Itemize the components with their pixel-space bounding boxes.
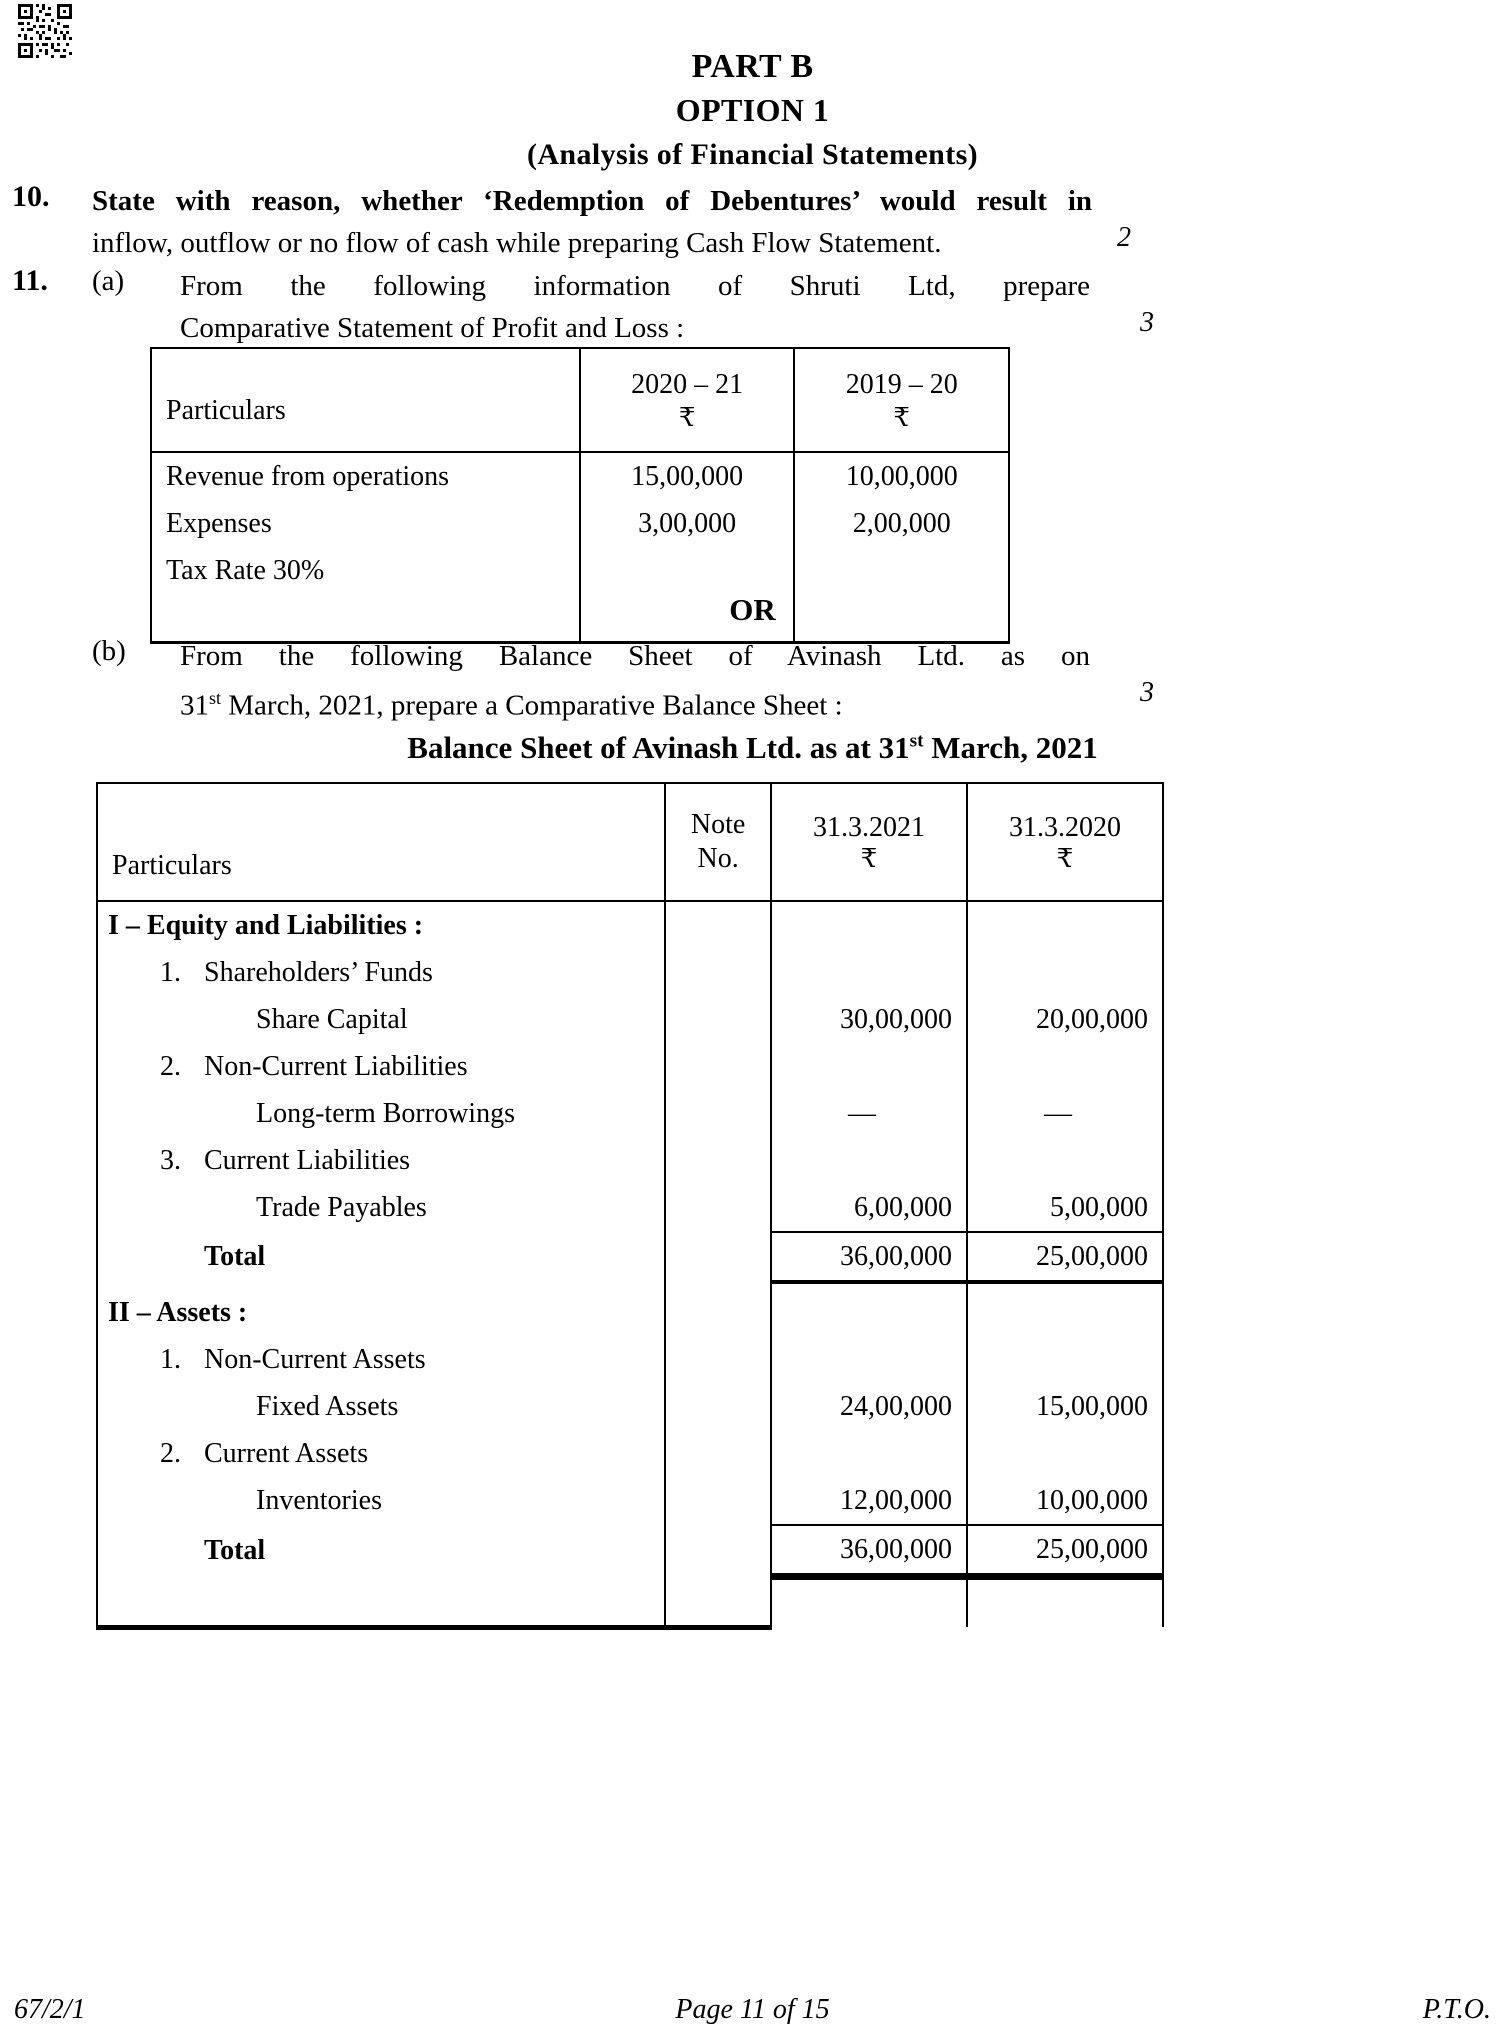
bs-row-8-label: [97, 1281, 665, 1336]
table-row: [97, 1281, 1163, 1336]
bs-row-13-label: [97, 1525, 665, 1577]
question-11a-label: (a): [92, 265, 125, 297]
bs-row-5-amount-2: [967, 1137, 1163, 1184]
question-11b-line-1: From the following Balance Sheet of Avinash Ltd. as on: [180, 640, 1090, 672]
bs-row-0-note: [665, 901, 771, 949]
balance-sheet-title-suffix: st: [909, 730, 924, 752]
table-row: [97, 1430, 1163, 1477]
question-10-line-2: inflow, outflow or no flow of cash while preparing Cash Flow Statement.: [92, 227, 942, 259]
pl-header-year-1: [580, 348, 795, 452]
bs-row-1-title: Shareholders’ Funds: [204, 956, 433, 988]
question-11b-label: (b): [92, 635, 126, 667]
bs-row-13-text: Total: [204, 1534, 266, 1566]
rupee-icon: ₹: [893, 403, 910, 432]
bs-row-1-label: [97, 949, 665, 996]
bs-row-11-number: 2.: [160, 1437, 181, 1469]
bs-row-8-amount-2: [967, 1281, 1163, 1336]
bs-row-3-amount-2: [967, 1043, 1163, 1090]
bs-row-9-note: [665, 1336, 771, 1383]
bs-spacer-amount-1: [771, 1577, 967, 1628]
bs-header-date-2-label: 31.3.2020: [1008, 812, 1121, 843]
bs-row-5-number: 3.: [160, 1144, 181, 1176]
balance-sheet-title-rest: March, 2021: [923, 730, 1098, 765]
table-row: [151, 500, 1009, 547]
bs-row-1-amount-1: [771, 949, 967, 996]
balance-sheet-title-main: Balance Sheet of Avinash Ltd. as at 31: [407, 730, 910, 765]
bs-row-12-amount-2: 10,00,000: [967, 1477, 1163, 1525]
bs-header-note-no: [665, 783, 771, 901]
bs-row-11-title: Current Assets: [204, 1437, 369, 1469]
bs-row-10-amount-2: 15,00,000: [967, 1383, 1163, 1430]
bs-row-11-amount-2: [967, 1430, 1163, 1477]
question-10-line-1: State with reason, whether ‘Redemption of Debentures’ would result in: [92, 185, 1092, 217]
table-header-row: [151, 348, 1009, 452]
bs-row-3-text: [108, 1051, 664, 1083]
pl-row-2-year-2: [794, 547, 1009, 594]
bs-row-9-amount-2: [967, 1336, 1163, 1383]
bs-row-9-text: [108, 1344, 664, 1376]
bs-row-3-title: Non-Current Liabilities: [204, 1050, 468, 1082]
bs-row-11-note: [665, 1430, 771, 1477]
table-row: [97, 1184, 1163, 1232]
bs-row-1-note: [665, 949, 771, 996]
table-row: [151, 452, 1009, 500]
pl-row-0-year-1: 15,00,000: [580, 452, 795, 500]
bs-row-7-label: [97, 1232, 665, 1281]
bs-spacer-note: [665, 1577, 771, 1628]
bs-row-4-note: [665, 1090, 771, 1137]
pl-header-year-2-label: 2019 – 20: [845, 369, 958, 400]
bs-table-body: [97, 901, 1163, 1627]
bs-row-7-note: [665, 1232, 771, 1281]
table-row: [97, 949, 1163, 996]
table-row: [97, 1043, 1163, 1090]
rupee-icon: ₹: [678, 403, 696, 432]
table-row: [97, 996, 1163, 1043]
heading-option: OPTION 1: [675, 92, 830, 128]
bs-row-10-amount-1: 24,00,000: [771, 1383, 967, 1430]
bs-row-0-text: I – Equity and Liabilities :: [108, 909, 424, 941]
question-11b-date-suffix: st: [209, 688, 221, 708]
bs-row-8-text: II – Assets :: [108, 1296, 248, 1328]
bs-row-13-note: [665, 1525, 771, 1577]
bs-row-2-note: [665, 996, 771, 1043]
bs-row-1-text: [108, 957, 664, 989]
bs-row-5-label: [97, 1137, 665, 1184]
bs-header-particulars: Particulars: [97, 783, 665, 901]
bs-row-9-number: 1.: [160, 1343, 181, 1375]
bs-row-6-label: [97, 1184, 665, 1232]
bs-row-4-amount-2: —: [967, 1090, 1163, 1137]
pl-row-1-label: Expenses: [151, 500, 580, 547]
bs-row-3-amount-1: [771, 1043, 967, 1090]
table-row: [97, 1232, 1163, 1281]
question-11b-line-2-rest: March, 2021, prepare a Comparative Balance Sheet :: [221, 689, 843, 722]
bs-row-6-amount-2: 5,00,000: [967, 1184, 1163, 1232]
table-row: [97, 1090, 1163, 1137]
bs-row-13-amount-2: 25,00,000: [967, 1525, 1163, 1577]
pl-row-0-year-2: 10,00,000: [794, 452, 1009, 500]
table-row: [97, 1137, 1163, 1184]
pl-header-particulars: Particulars: [151, 348, 580, 452]
table-row: [97, 1336, 1163, 1383]
heading-part-b: PART B: [691, 48, 814, 85]
table-row-spacer: [97, 1577, 1163, 1628]
bs-row-12-label: [97, 1477, 665, 1525]
question-11a-marks: 3: [1140, 307, 1154, 338]
bs-row-7-amount-1: 36,00,000: [771, 1232, 967, 1281]
heading-subtitle: (Analysis of Financial Statements): [526, 138, 979, 171]
pl-header-year-2: [794, 348, 1009, 452]
table-header-row: [97, 783, 1163, 901]
question-11b-marks: 3: [1140, 677, 1154, 708]
bs-row-8-amount-1: [771, 1281, 967, 1336]
question-10-number: 10.: [12, 180, 50, 213]
bs-row-3-number: 2.: [160, 1050, 181, 1082]
footer-page-number: Page 11 of 15: [675, 1994, 830, 2025]
bs-row-4-amount-1: —: [771, 1090, 967, 1137]
bs-row-10-note: [665, 1383, 771, 1430]
bs-header-date-1-label: 31.3.2021: [812, 812, 925, 843]
pl-row-1-year-1: 3,00,000: [580, 500, 795, 547]
bs-header-date-2: [967, 783, 1163, 901]
question-11a-line-1: From the following information of Shruti Ltd, prepare: [180, 270, 1090, 302]
pl-row-0-label: Revenue from operations: [151, 452, 580, 500]
bs-row-6-text: Trade Payables: [256, 1192, 427, 1223]
bs-row-1-number: 1.: [160, 956, 181, 988]
page-footer: [0, 1986, 1505, 2026]
bs-row-2-amount-2: 20,00,000: [967, 996, 1163, 1043]
bs-row-5-text: [108, 1145, 664, 1177]
bs-row-12-text: Inventories: [256, 1485, 382, 1516]
table-row: [97, 1525, 1163, 1577]
bs-header-date-1: [771, 783, 967, 901]
bs-row-11-label: [97, 1430, 665, 1477]
pl-row-2-label: Tax Rate 30%: [151, 547, 580, 594]
bs-row-2-text: Share Capital: [256, 1003, 408, 1035]
table-row: [97, 901, 1163, 949]
table-row: [97, 1477, 1163, 1525]
question-11b-date-number: 31: [180, 689, 209, 722]
bs-header-note-line-1: Note: [690, 809, 746, 840]
question-11a-line-2: Comparative Statement of Profit and Loss :: [180, 312, 685, 344]
pl-row-1-year-2: 2,00,000: [794, 500, 1009, 547]
bs-row-9-label: [97, 1336, 665, 1383]
or-separator: OR: [729, 592, 776, 627]
bs-row-1-amount-2: [967, 949, 1163, 996]
bs-row-10-label: [97, 1383, 665, 1430]
pl-header-year-1-label: 2020 – 21: [631, 369, 744, 400]
question-11b-line-2: [180, 677, 970, 727]
bs-row-4-label: [97, 1090, 665, 1137]
bs-row-11-amount-1: [771, 1430, 967, 1477]
pl-row-2-year-1: [580, 547, 795, 594]
bs-row-6-amount-1: 6,00,000: [771, 1184, 967, 1232]
bs-spacer-amount-2: [967, 1577, 1163, 1628]
bs-row-9-amount-1: [771, 1336, 967, 1383]
bs-row-7-text: Total: [204, 1240, 266, 1272]
footer-paper-code: 67/2/1: [14, 1994, 86, 2025]
question-10-marks: 2: [1117, 222, 1131, 253]
balance-sheet-table: [96, 782, 1164, 1630]
bs-spacer-label: [97, 1577, 665, 1628]
table-row: [97, 1383, 1163, 1430]
bs-row-0-label: [97, 901, 665, 949]
bs-row-9-title: Non-Current Assets: [204, 1343, 426, 1375]
bs-row-2-amount-1: 30,00,000: [771, 996, 967, 1043]
bs-row-13-amount-1: 36,00,000: [771, 1525, 967, 1577]
balance-sheet-title: [0, 730, 1505, 766]
bs-row-5-title: Current Liabilities: [204, 1144, 411, 1176]
bs-row-5-amount-1: [771, 1137, 967, 1184]
bs-row-8-note: [665, 1281, 771, 1336]
question-11-number: 11.: [12, 264, 48, 297]
bs-row-7-amount-2: 25,00,000: [967, 1232, 1163, 1281]
bs-row-11-text: [108, 1438, 664, 1470]
bs-row-3-label: [97, 1043, 665, 1090]
bs-row-0-amount-1: [771, 901, 967, 949]
footer-pto: P.T.O.: [1422, 1994, 1491, 2025]
bs-row-4-text: Long-term Borrowings: [256, 1097, 515, 1129]
bs-row-10-text: Fixed Assets: [256, 1390, 399, 1422]
bs-row-12-amount-1: 12,00,000: [771, 1477, 967, 1525]
rupee-icon: ₹: [860, 844, 878, 873]
rupee-icon: ₹: [1056, 844, 1074, 873]
bs-row-12-note: [665, 1477, 771, 1525]
bs-row-3-note: [665, 1043, 771, 1090]
bs-header-note-line-2: No.: [697, 843, 739, 874]
bs-row-0-amount-2: [967, 901, 1163, 949]
bs-row-5-note: [665, 1137, 771, 1184]
bs-row-2-label: [97, 996, 665, 1043]
bs-row-6-note: [665, 1184, 771, 1232]
table-row: [151, 547, 1009, 594]
